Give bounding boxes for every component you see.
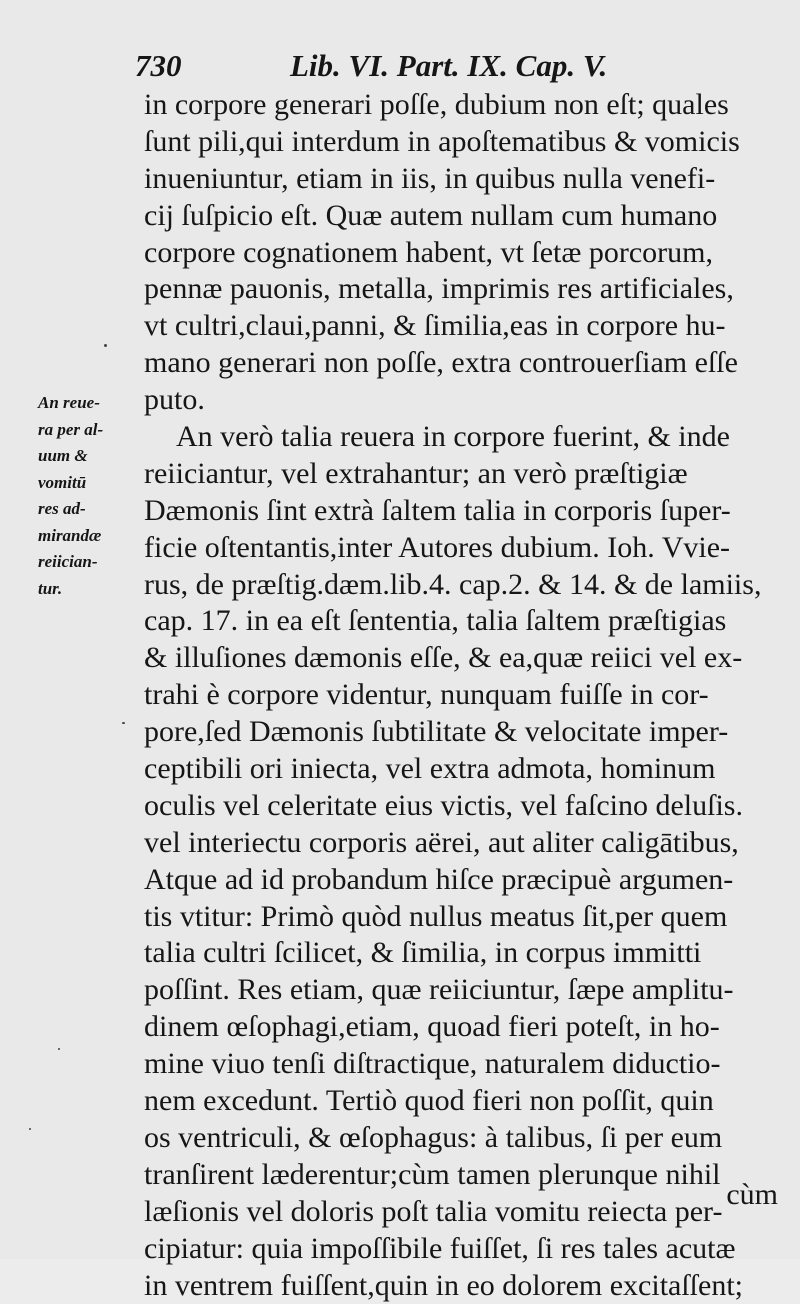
text-line: trahi è corpore videntur, nunquam fuiſſe in cor- [144, 677, 778, 714]
ink-speck [29, 1128, 31, 1130]
text-line: cij ſuſpicio eſt. Quæ autem nullam cum humano [144, 198, 778, 235]
margin-note [38, 390, 138, 602]
text-line: dinem œſophagi,etiam, quoad fieri poteſt, in ho- [144, 1009, 778, 1046]
text-line: oculis vel celeritate eius victis, vel faſcino deluſis. [144, 788, 778, 825]
margin-note-line: mirandæ [38, 523, 138, 550]
text-line: in ventrem fuiſſent,quin in eo dolorem excitaſſent; [144, 1268, 778, 1304]
text-line: rus, de præſtig.dæm.lib.4. cap.2. & 14. & de lamiis, [144, 567, 778, 604]
margin-note-line: An reue- [38, 390, 138, 417]
margin-note-line: uum & [38, 443, 138, 470]
text-line: mano generari non poſſe, extra controuerſiam eſſe [144, 345, 778, 382]
text-line: pore,ſed Dæmonis ſubtilitate & velocitate imper- [144, 714, 778, 751]
catchword: cùm [726, 1178, 778, 1212]
body-text [144, 87, 778, 1304]
text-line: vt cultri,claui,panni, & ſimilia,eas in corpore hu- [144, 308, 778, 345]
margin-note-line: ra per al- [38, 417, 138, 444]
text-line: talia cultri ſcilicet, & ſimilia, in corpus immitti [144, 935, 778, 972]
text-line: vel interiectu corporis aërei, aut aliter caligātibus, [144, 825, 778, 862]
text-line: reiiciantur, vel extrahantur; an verò præſtigiæ [144, 456, 778, 493]
margin-note-line: tur. [38, 576, 138, 603]
text-line: ficie oſtentantis,inter Autores dubium. Ioh. Vvie- [144, 530, 778, 567]
text-line: corpore cognationem habent, vt ſetæ porcorum, [144, 235, 778, 272]
page-header [135, 48, 675, 88]
ink-speck [122, 722, 125, 724]
text-line: nem excedunt. Tertiò quod fieri non poſſit, quin [144, 1083, 778, 1120]
text-line: Atque ad id probandum hiſce præcipuè argumen- [144, 862, 778, 899]
margin-note-line: res ad- [38, 496, 138, 523]
text-line: & illuſiones dæmonis eſſe, & ea,quæ reiici vel ex- [144, 640, 778, 677]
text-line: inueniuntur, etiam in iis, in quibus nulla venefi- [144, 161, 778, 198]
ink-speck [58, 1048, 60, 1050]
ink-speck [104, 344, 107, 347]
text-line: Dæmonis ſint extrà ſaltem talia in corporis ſuper- [144, 493, 778, 530]
page-number: 730 [135, 48, 182, 84]
paragraph-start-line: An verò talia reuera in corpore fuerint, & inde [144, 419, 778, 456]
text-line: cipiatur: quia impoſſibile fuiſſet, ſi res tales acutæ [144, 1231, 778, 1268]
text-line: in corpore generari poſſe, dubium non eſt; quales [144, 87, 778, 124]
text-line: tranſirent læderentur;cùm tamen plerunque nihil [144, 1157, 778, 1194]
text-line: ceptibili ori iniecta, vel extra admota, hominum [144, 751, 778, 788]
margin-note-line: reiician- [38, 549, 138, 576]
text-line: cap. 17. in ea eſt ſententia, talia ſaltem præſtigias [144, 603, 778, 640]
text-line: pennæ pauonis, metalla, imprimis res artificiales, [144, 271, 778, 308]
text-line: puto. [144, 382, 778, 419]
text-line: mine viuo tenſi diſtractique, naturalem diductio- [144, 1046, 778, 1083]
text-line: tis vtitur: Primò quòd nullus meatus ſit,per quem [144, 899, 778, 936]
running-head: Lib. VI. Part. IX. Cap. V. [290, 48, 607, 84]
text-line: læſionis vel doloris poſt talia vomitu reiecta per- [144, 1194, 778, 1231]
text-line: ſunt pili,qui interdum in apoſtematibus & vomicis [144, 124, 778, 161]
text-line: os ventriculi, & œſophagus: à talibus, ſi per eum [144, 1120, 778, 1157]
margin-note-line: vomitū [38, 470, 138, 497]
text-line: poſſint. Res etiam, quæ reiiciuntur, ſæpe amplitu- [144, 972, 778, 1009]
